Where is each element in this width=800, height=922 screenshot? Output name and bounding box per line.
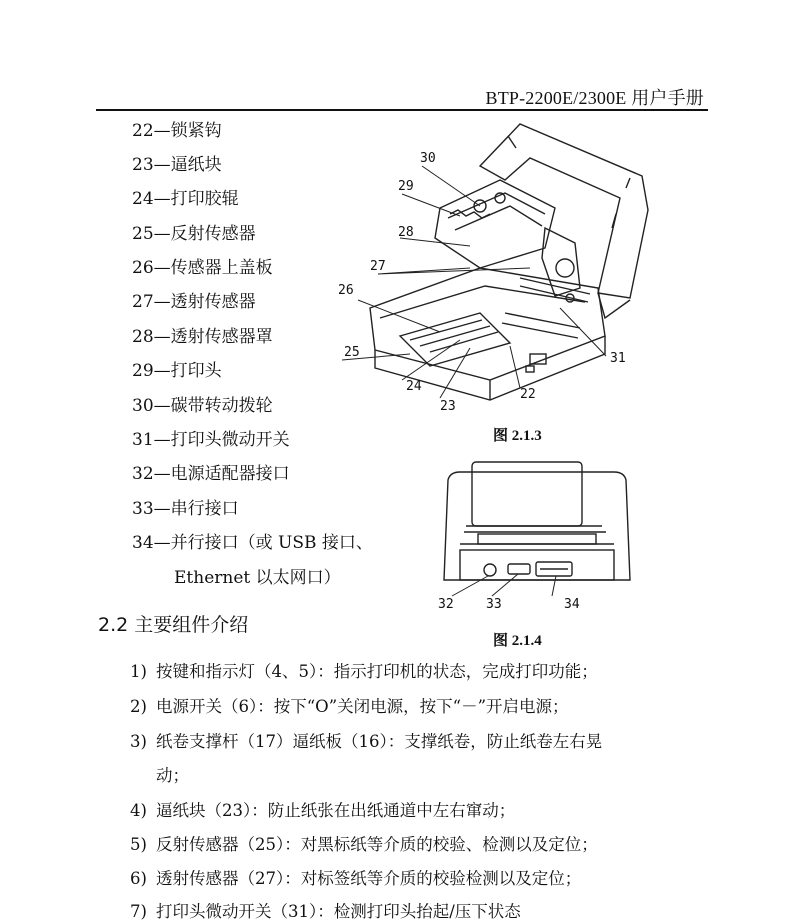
legend-item: 33—串行接口 xyxy=(132,499,239,519)
list-item xyxy=(130,766,189,786)
callout-27: 27 xyxy=(370,259,386,274)
list-item-text: 打印头微动开关（31）：检测打印头抬起/压下状态 xyxy=(156,902,521,921)
list-item-number: 3) xyxy=(130,732,147,751)
list-item xyxy=(130,801,515,821)
callout-33: 33 xyxy=(486,597,502,612)
list-item-text: 透射传感器（27）：对标签纸等介质的校验检测以及定位； xyxy=(156,869,582,888)
printer-rear-illustration xyxy=(430,452,640,614)
list-item xyxy=(130,732,602,752)
legend-item: 27—透射传感器 xyxy=(132,292,256,312)
header-rule xyxy=(96,109,708,111)
callout-32: 32 xyxy=(438,597,454,612)
callout-22: 22 xyxy=(520,387,536,402)
list-item xyxy=(130,835,598,855)
list-item-text: 电源开关（6）：按下“O”关闭电源，按下“－”开启电源； xyxy=(156,697,569,716)
figure-1-caption: 图 2.1.3 xyxy=(493,428,542,444)
callout-24: 24 xyxy=(406,379,422,394)
list-item-text: 纸卷支撑杆（17）逼纸板（16）：支撑纸卷，防止纸卷左右晃 xyxy=(156,732,603,751)
callout-31: 31 xyxy=(610,351,626,366)
legend-item: 29—打印头 xyxy=(132,361,222,381)
section-title: 2.2 主要组件介绍 xyxy=(98,614,249,636)
legend-item: 30—碳带转动拨轮 xyxy=(132,396,273,416)
legend-item: 26—传感器上盖板 xyxy=(132,258,273,278)
page-header-title: BTP-2200E/2300E 用户手册 xyxy=(485,88,704,108)
callout-34: 34 xyxy=(564,597,580,612)
list-item-text: 动； xyxy=(156,766,189,785)
list-item-text: 逼纸块（23）：防止纸张在出纸通道中左右窜动； xyxy=(156,801,516,820)
figure-printer-rear xyxy=(430,452,640,614)
printer-open-illustration xyxy=(330,118,670,416)
callout-28: 28 xyxy=(398,225,414,240)
legend-item: 25—反射传感器 xyxy=(132,224,256,244)
callout-26: 26 xyxy=(338,283,354,298)
legend-item: 24—打印胶辊 xyxy=(132,189,239,209)
legend-item: 22—锁紧钩 xyxy=(132,121,222,141)
list-item-number: 2) xyxy=(130,697,147,716)
list-item xyxy=(130,697,569,717)
legend-item: Ethernet 以太网口） xyxy=(174,568,341,588)
list-item-number: 7) xyxy=(130,902,147,921)
list-item-number: 4) xyxy=(130,801,147,820)
list-item xyxy=(130,662,598,682)
figure-2-caption: 图 2.1.4 xyxy=(493,633,542,649)
list-item-text: 按键和指示灯（4、5）：指示打印机的状态，完成打印功能； xyxy=(156,662,598,681)
callout-30: 30 xyxy=(420,151,436,166)
figure-printer-open xyxy=(330,118,670,416)
callout-25: 25 xyxy=(344,345,360,360)
legend-item: 28—透射传感器罩 xyxy=(132,327,273,347)
list-item xyxy=(130,869,581,889)
legend-item: 32—电源适配器接口 xyxy=(132,464,290,484)
legend-item: 23—逼纸块 xyxy=(132,155,222,175)
legend-item: 34—并行接口（或 USB 接口、 xyxy=(132,533,373,553)
callout-29: 29 xyxy=(398,179,414,194)
list-item-number: 6) xyxy=(130,869,147,888)
callout-23: 23 xyxy=(440,399,456,414)
list-item-text: 反射传感器（25）：对黑标纸等介质的校验、检测以及定位； xyxy=(156,835,598,854)
list-item-number: 1) xyxy=(130,662,147,681)
list-item xyxy=(130,902,521,922)
legend-item: 31—打印头微动开关 xyxy=(132,430,290,450)
list-item-number: 5) xyxy=(130,835,147,854)
